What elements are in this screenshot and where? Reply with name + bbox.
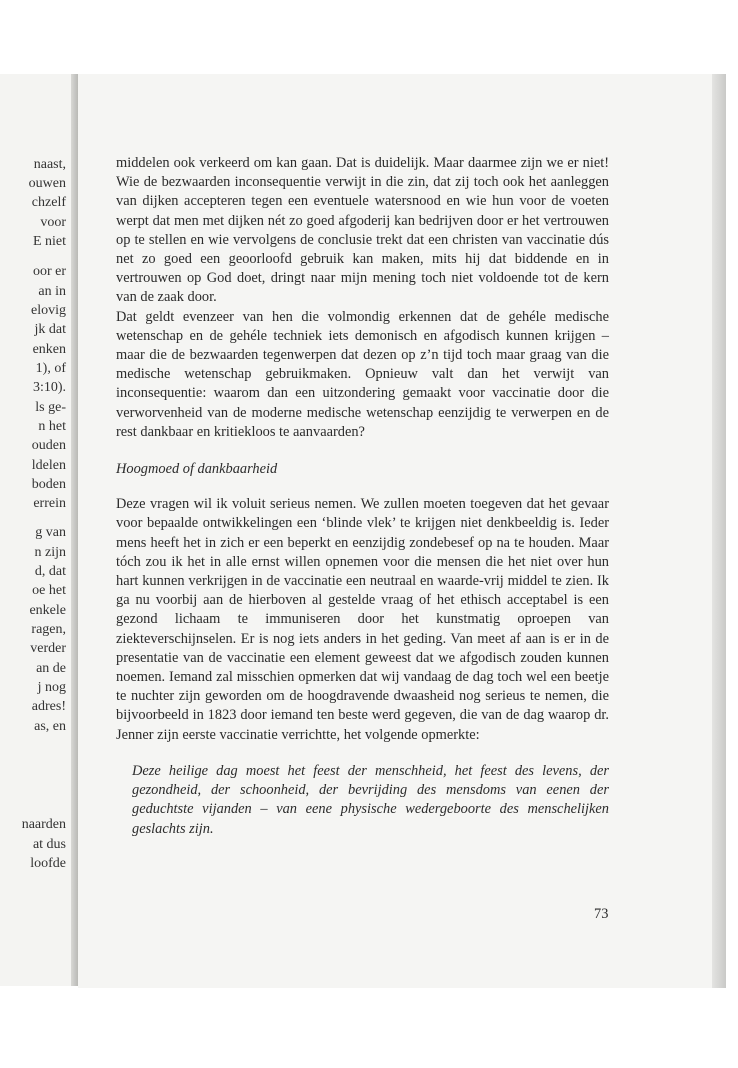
left-page-line: at dus	[32, 837, 66, 852]
left-page-line: oor er	[32, 264, 66, 279]
left-page-line: n zijn	[34, 545, 66, 560]
left-page-line: enkele	[29, 603, 66, 618]
right-page	[78, 74, 712, 988]
paragraph-3: Deze vragen wil ik voluit serieus nemen. We zullen moeten toegeven dat het gevaar voor bepaalde ontwikkelingen een ‘blinde vlek’ te krijgen niet denkbeeldig is. Ieder mens heeft het in zich er een beperkt en eenzijdig zondebesef op na te houden. Maar tóch zou ik het in alle ernst willen opnemen voor die mensen die het niet over hun hart kunnen verkrijgen in de vaccinatie een neutraal en waarde-vrij middel te zien. Ik ga nu voorbij aan de hierboven al gestelde vraag of het ethisch acceptabel is een gezond lichaam te immuniseren door het kunstmatig oproepen van ziekteverschijnselen. Er is nog iets anders in het geding. Van meet af aan is er in de presentatie van de vaccinatie een element geweest dat we afgodisch zouden kunnen noemen. Iemand zal misschien opmerken dat wij vandaag de dag toch wel een beetje te nuchter zijn geworden om de hoogdravende dwaasheid nog serieus te nemen, die bijvoorbeeld in 1823 door iemand ten beste werd gegeven, die van de dag waarop dr. Jenner zijn eerste vaccinatie verrichtte, het volgende opmerkte:	[116, 496, 609, 743]
left-page-line: boden	[31, 477, 66, 492]
book-spine	[71, 74, 78, 986]
block-quote: Deze heilige dag moest het feest der menschheid, het feest des levens, der gezondheid, der schoonheid, der bevrijding des mensdoms van eenen der geduchtste vijanden – van eene physische wedergeboorte des menschelijken geslachts zijn.	[132, 762, 609, 837]
left-page-line: ouwen	[28, 176, 66, 191]
page-edge	[712, 74, 726, 988]
paragraph-2: Dat geldt evenzeer van hen die volmondig erkennen dat de gehéle medische wetenschap en de gehéle techniek iets demonisch en afgodisch kunnen krijgen – maar die de bezwaarden tegenwerpen dat dezen op z’n tijd toch maar graag van die medische wetenschap gebruikmaken. Opnieuw valt dan het verwijt van inconsequentie: waarom dan een uitzondering gemaakt voor vaccinatie door die verworvenheid van de moderne medische wetenschap eenzijdig te verwerpen en de rest dankbaar en kritiekloos te aanvaarden?	[116, 308, 609, 440]
left-page-line: verder	[30, 641, 66, 656]
left-page-line: naarden	[21, 817, 66, 832]
left-page-line: g van	[35, 525, 66, 540]
left-page-line: ls ge-	[35, 400, 66, 415]
body-text	[116, 154, 609, 839]
left-page-line: loofde	[30, 856, 66, 871]
left-page-line: ouden	[31, 438, 66, 453]
left-page-line: ldelen	[31, 458, 66, 473]
left-page-line: an de	[36, 661, 66, 676]
page-number: 73	[594, 906, 609, 922]
left-page-line: voor	[40, 215, 66, 230]
left-page-line: 1), of	[35, 361, 66, 376]
paragraph-1: middelen ook verkeerd om kan gaan. Dat is duidelijk. Maar daarmee zijn we er niet! Wie de bezwaarden inconsequentie verwijt in die zin, dat zij toch ook het aanleggen van dijken accepteren tegen een eventuele watersnood en wie hun voor de voeten werpt dat men met dijken nét zo goed afgoderij kan bedrijven door er het vertrouwen op te stellen en wie vervolgens de conclusie trekt dat een christen van vaccinatie dús net zo goed een geoorloofd gebruik kan maken, mits hij dat biddende en in vertrouwen op God doet, dringt naar mijn mening toch niet voldoende tot de kern van de zaak door.	[116, 155, 609, 306]
left-page-line: E niet	[32, 234, 66, 249]
left-page-line: jk dat	[34, 322, 66, 337]
left-page-line: oe het	[32, 583, 66, 598]
left-page-line: an in	[38, 284, 66, 299]
section-heading: Hoogmoed of dankbaarheid	[116, 461, 278, 478]
left-page-line: as, en	[34, 719, 66, 734]
left-page-line: enken	[32, 342, 66, 357]
left-page-line: elovig	[31, 303, 66, 318]
left-page-line: n het	[38, 419, 66, 434]
left-page-line: 3:10).	[32, 380, 66, 395]
left-page-line: d, dat	[34, 564, 66, 579]
left-page-line: chzelf	[31, 195, 66, 210]
left-page-line: ragen,	[31, 622, 66, 637]
left-facing-page	[0, 74, 78, 986]
left-page-line: j nog	[37, 680, 66, 695]
left-page-line: errein	[33, 496, 66, 511]
left-page-line: adres!	[31, 699, 66, 714]
left-page-line: naast,	[33, 157, 66, 172]
